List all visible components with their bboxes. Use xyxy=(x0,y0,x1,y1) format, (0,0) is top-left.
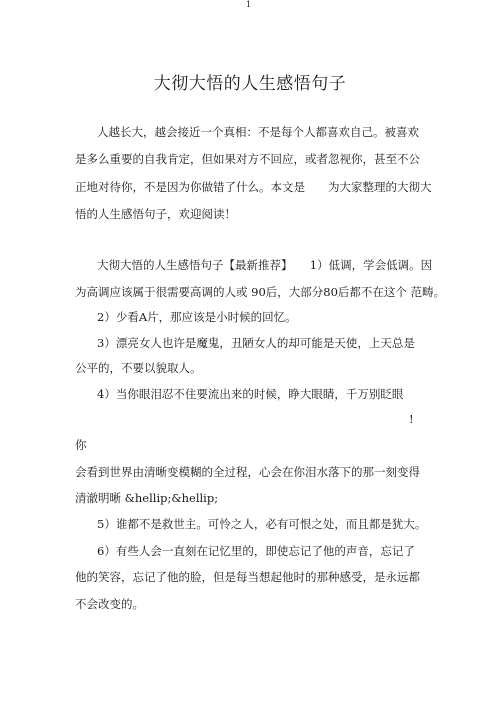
text-line: 5）谁都不是救世主。可怜之人，必有可恨之处，而且都是犹大。 xyxy=(97,517,427,531)
text-line: 不会改变的。 xyxy=(75,597,144,611)
text-line: 6）有些人会一直刻在记忆里的，即使忘记了他的声音，忘记了 xyxy=(97,544,415,558)
text-line: 会看到世界由清晰变模糊的全过程，心会在你泪水落下的那一刻变得 xyxy=(75,465,420,479)
text-line: 3）漂亮女人也许是魔鬼，丑陋女人的却可能是天使，上天总是 xyxy=(97,336,415,350)
text-line: 大彻大悟的人生感悟句子【最新推荐】 1）低调，学会低调。因 xyxy=(97,258,433,272)
text-line: 2）少看A片，那应该是小时候的回忆。 xyxy=(97,310,297,324)
text-line: ! xyxy=(409,412,414,426)
document-title: 大彻大悟的人生感悟句子 xyxy=(153,74,347,94)
page-number: 1 xyxy=(246,0,252,9)
text-line: 4）当你眼泪忍不住要流出来的时候，睁大眼睛，千万别眨眼 xyxy=(97,387,404,401)
text-line: 悟的人生感悟句子，欢迎阅读！ xyxy=(75,207,236,221)
text-line: 公平的，不要以貌取人。 xyxy=(75,361,202,375)
text-line: 人越长大，越会接近一个真相：不是每个人都喜欢自己。被喜欢 xyxy=(97,125,419,139)
text-line: 正地对待你，不是因为你做错了什么。本文是 为大家整理的大彻大 xyxy=(75,180,432,194)
text-line: 你 xyxy=(75,438,87,452)
text-line: 为高调应该属于很需要高调的人或 90后，大部分80后都不在这个 范畴。 xyxy=(75,285,446,299)
text-line: 清澈明晰 &hellip;&hellip; xyxy=(75,491,219,505)
text-line: 是多么重要的自我肯定，但如果对方不回应，或者忽视你，甚至不公 xyxy=(75,152,420,166)
text-line: 他的笑容，忘记了他的脸，但是每当想起他时的那种感受，是永远都 xyxy=(75,570,420,584)
